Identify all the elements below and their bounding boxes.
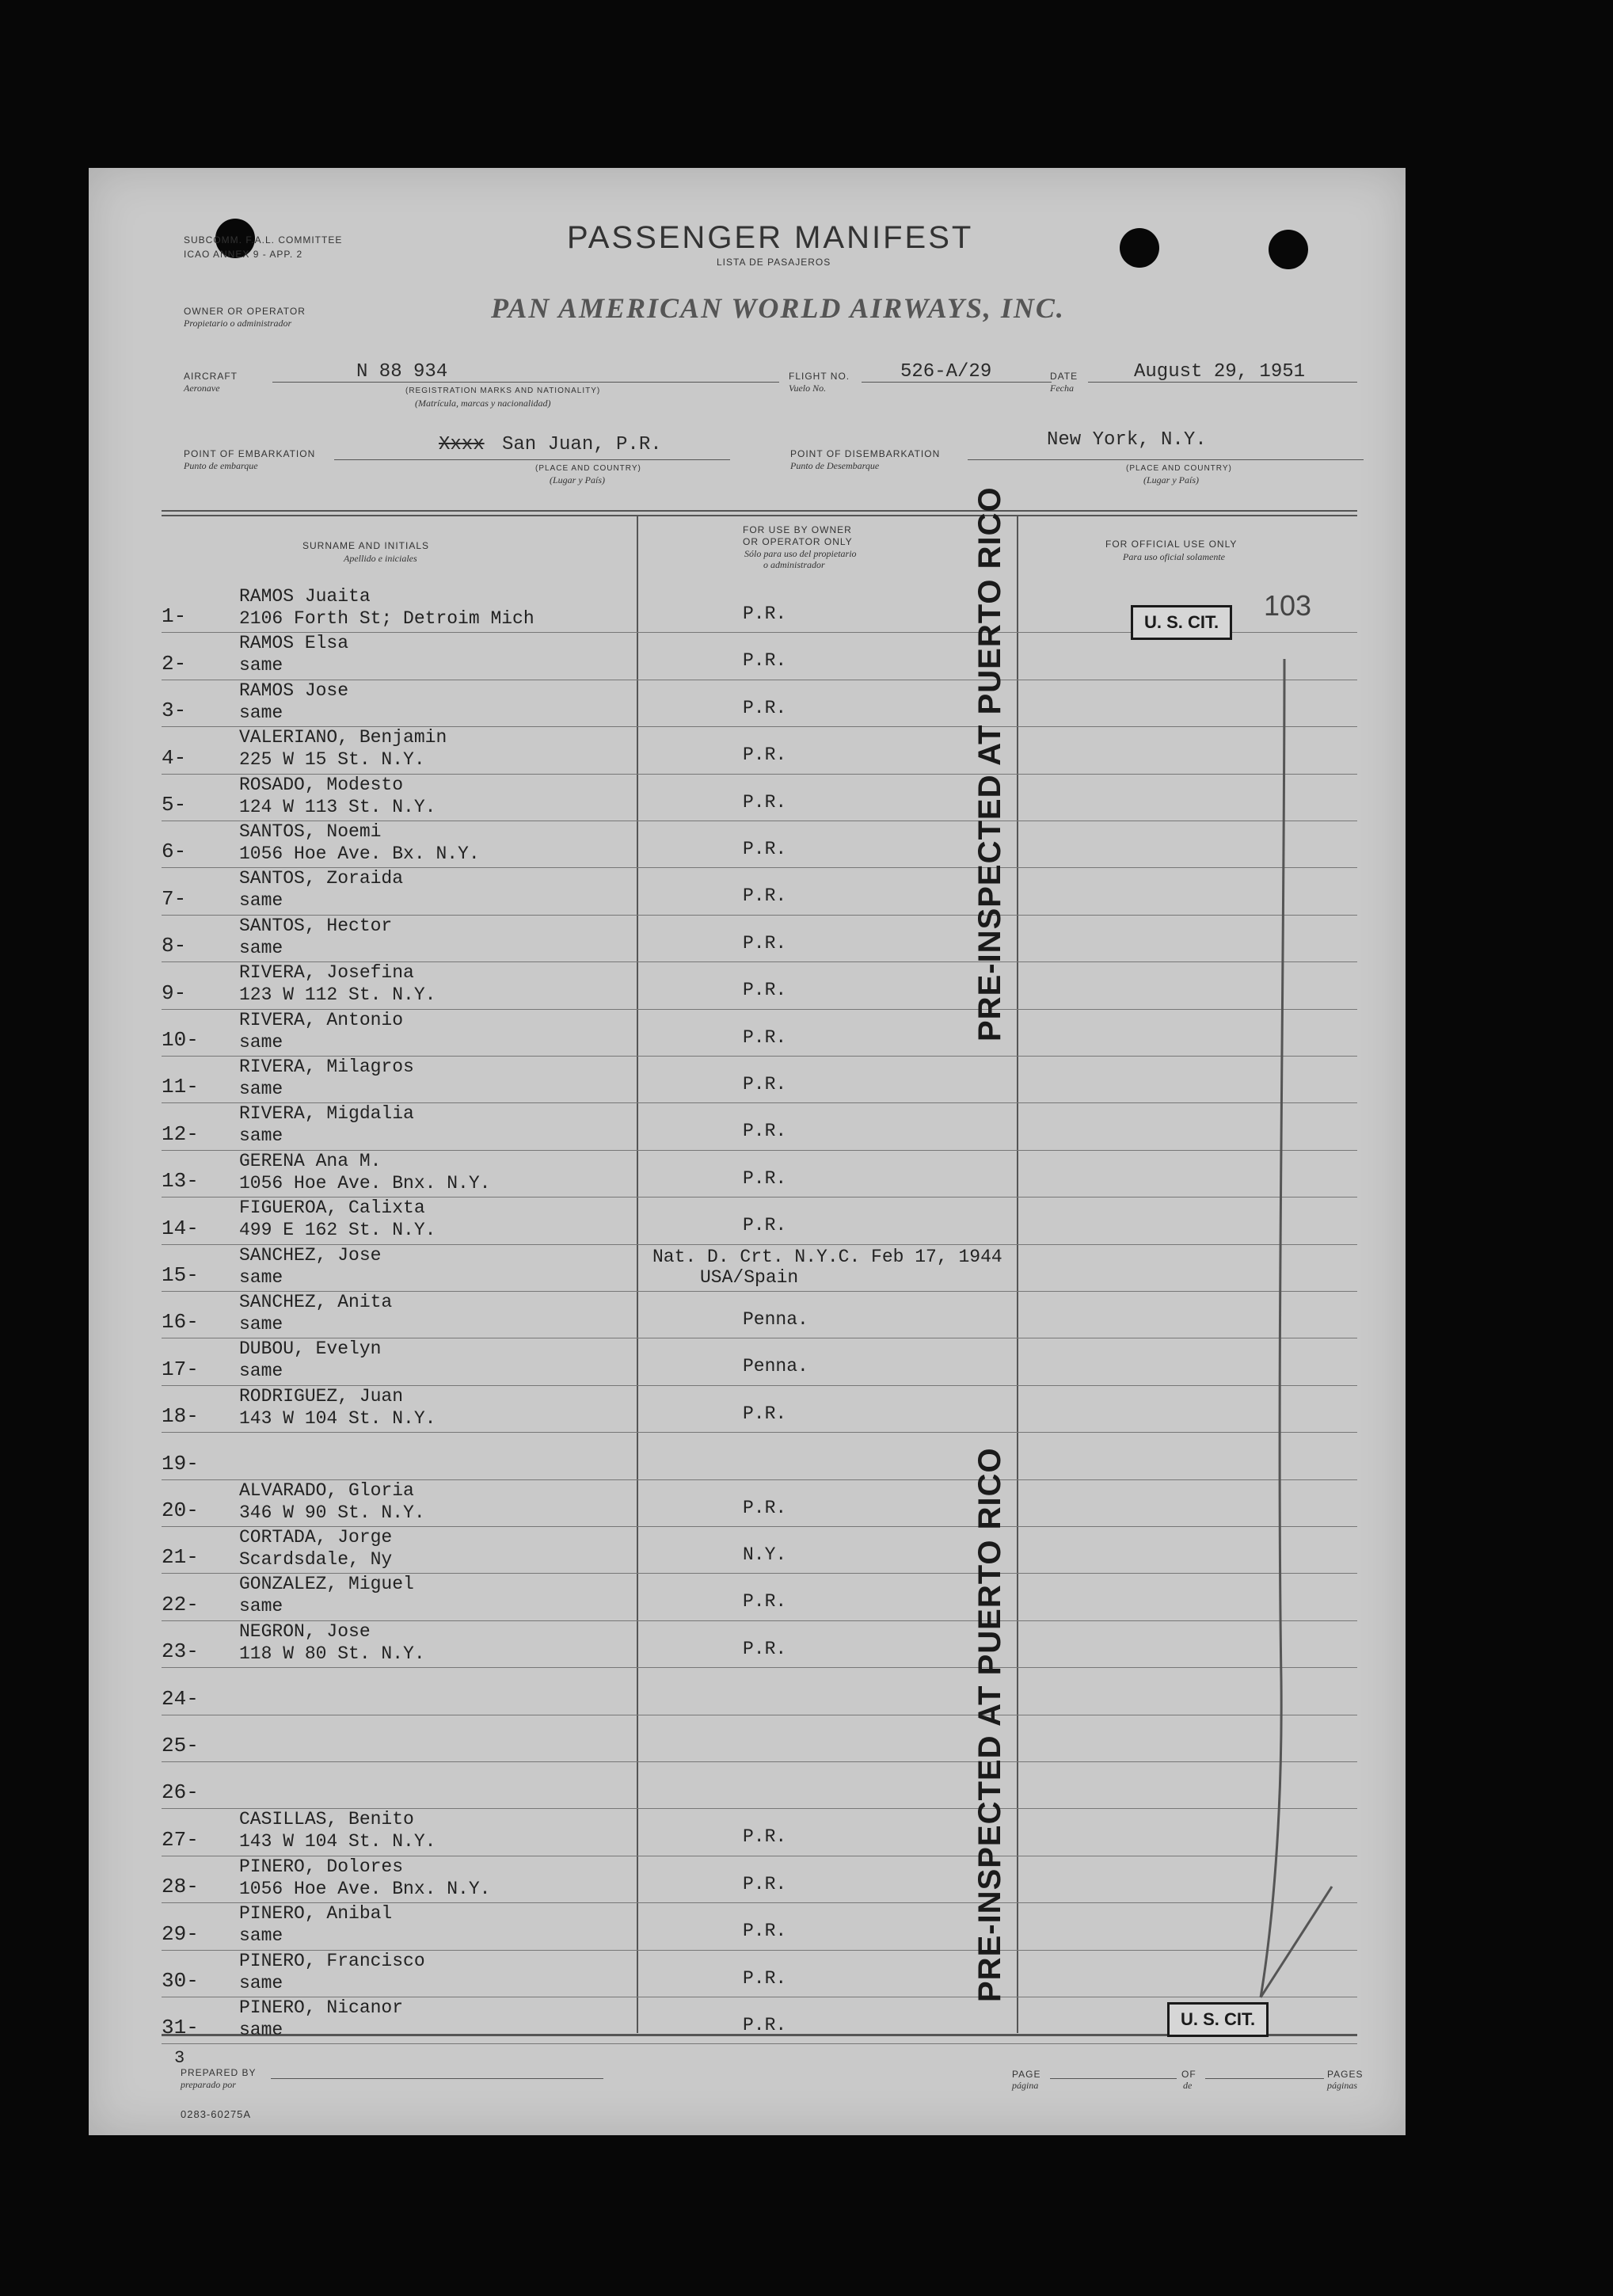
row-number: 12- — [162, 1121, 199, 1146]
passenger-address: same — [239, 2020, 283, 2040]
aircraft-label-es: Aeronave — [184, 383, 220, 394]
row-number: 28- — [162, 1875, 199, 1899]
passenger-address: 1056 Hoe Ave. Bnx. N.Y. — [239, 1878, 491, 1899]
registration-note: (REGISTRATION MARKS AND NATIONALITY) — [405, 386, 601, 395]
of-label-es: de — [1183, 2080, 1193, 2091]
passenger-name: GERENA Ana M. — [239, 1150, 382, 1171]
form-number: 0283-60275A — [181, 2108, 252, 2120]
passenger-name: ALVARADO, Gloria — [239, 1479, 414, 1501]
passenger-name: RAMOS Juaita — [239, 586, 371, 607]
passenger-address: same — [239, 655, 283, 676]
passenger-address: 1056 Hoe Ave. Bx. N.Y. — [239, 843, 480, 864]
operator-note: P.R. — [743, 1921, 787, 1942]
passenger-name: SANTOS, Noemi — [239, 821, 382, 842]
passenger-name: RODRIGUEZ, Juan — [239, 1385, 404, 1407]
manifest-sheet — [89, 168, 1406, 2135]
operator-note: P.R. — [743, 791, 787, 813]
row-number: 26- — [162, 1780, 199, 1805]
passenger-address: 118 W 80 St. N.Y. — [239, 1643, 425, 1664]
row-number: 24- — [162, 1686, 199, 1711]
col-operator-header-es-a: Sólo para uso del propietario — [744, 548, 857, 559]
row-number: 2- — [162, 651, 187, 676]
operator-note: P.R. — [743, 650, 787, 672]
row-number: 14- — [162, 1216, 199, 1240]
operator-note: P.R. — [743, 2015, 787, 2035]
row-number: 1- — [162, 604, 187, 629]
passenger-address: same — [239, 1972, 283, 1993]
row-number: 10- — [162, 1027, 199, 1052]
row-number: 17- — [162, 1357, 199, 1381]
operator-note: P.R. — [743, 1026, 787, 1048]
row-number: 3- — [162, 699, 187, 723]
passenger-name: GONZALEZ, Miguel — [239, 1574, 414, 1595]
operator-note: P.R. — [743, 697, 787, 718]
operator-note: P.R. — [743, 604, 787, 624]
prepared-label-es: preparado por — [181, 2079, 236, 2090]
col-operator-header-a: FOR USE BY OWNER — [743, 524, 852, 535]
passenger-name: PINERO, Anibal — [239, 1903, 393, 1925]
operator-note: N.Y. — [743, 1544, 787, 1565]
passenger-address: same — [239, 1266, 283, 1288]
flight-label-es: Vuelo No. — [789, 383, 827, 394]
row-number: 13- — [162, 1169, 199, 1194]
passenger-name: SANTOS, Zoraida — [239, 868, 404, 889]
row-number: 27- — [162, 1827, 199, 1852]
place-note-2: (PLACE AND COUNTRY) — [1126, 464, 1232, 473]
operator-name: PAN AMERICAN WORLD AIRWAYS, INC. — [491, 292, 1065, 324]
passenger-address: same — [239, 1361, 283, 1382]
row-number: 15- — [162, 1262, 199, 1287]
page-label-es: página — [1012, 2080, 1039, 2091]
row-number: 19- — [162, 1451, 199, 1475]
form-reference-top: SUBCOMM. F.A.L. COMMITTEE — [184, 234, 343, 246]
passenger-address: 123 W 112 St. N.Y. — [239, 984, 436, 1006]
passenger-name: PINERO, Nicanor — [239, 1997, 404, 2018]
operator-note: P.R. — [743, 1967, 787, 1989]
passenger-name: SANCHEZ, Anita — [239, 1292, 393, 1312]
row-number: 8- — [162, 934, 187, 958]
passenger-name: VALERIANO, Benjamin — [239, 727, 447, 748]
pages-label-es: páginas — [1327, 2080, 1358, 2091]
passenger-address: same — [239, 890, 283, 912]
operator-note: P.R. — [743, 1638, 787, 1659]
operator-note: P.R. — [743, 839, 787, 859]
prepared-label: PREPARED BY — [181, 2067, 257, 2078]
operator-note: P.R. — [743, 1497, 787, 1518]
passenger-address: 2106 Forth St; Detroim Mich — [239, 608, 534, 629]
pages-label: PAGES — [1327, 2069, 1364, 2080]
flight-value: 526-A/29 — [900, 361, 992, 383]
row-number: 9- — [162, 980, 187, 1005]
flight-label: FLIGHT NO. — [789, 371, 850, 382]
row-number: 30- — [162, 1968, 199, 1993]
operator-note: P.R. — [743, 932, 787, 954]
passenger-name: PINERO, Dolores — [239, 1856, 404, 1877]
passenger-address: same — [239, 1596, 283, 1617]
passenger-name: PINERO, Francisco — [239, 1950, 425, 1971]
operator-note: P.R. — [743, 1074, 787, 1095]
passenger-name: RAMOS Jose — [239, 680, 349, 701]
passenger-name: ROSADO, Modesto — [239, 774, 404, 795]
passenger-address: same — [239, 1031, 283, 1053]
passenger-address: 143 W 104 St. N.Y. — [239, 1407, 436, 1429]
passenger-address: same — [239, 1314, 283, 1335]
passenger-name: RIVERA, Milagros — [239, 1057, 414, 1077]
date-label-es: Fecha — [1050, 383, 1074, 394]
passenger-name: FIGUEROA, Calixta — [239, 1197, 425, 1219]
passenger-name: CORTADA, Jorge — [239, 1527, 393, 1548]
us-citizen-stamp-bottom: U. S. CIT. — [1167, 2002, 1269, 2037]
page-subtitle: LISTA DE PASAJEROS — [717, 257, 831, 268]
operator-note: P.R. — [743, 1215, 787, 1236]
col-official-header: FOR OFFICIAL USE ONLY — [1105, 539, 1238, 550]
operator-note: Penna. — [743, 1309, 808, 1330]
passenger-address: same — [239, 937, 283, 958]
passenger-address: same — [239, 702, 283, 723]
passenger-name: DUBOU, Evelyn — [239, 1338, 382, 1360]
preinspected-stamp-top: PRE-INSPECTED AT PUERTO RICO — [972, 486, 1007, 1041]
passenger-address: same — [239, 1925, 283, 1947]
passenger-name: RIVERA, Migdalia — [239, 1103, 414, 1125]
passenger-address: 346 W 90 St. N.Y. — [239, 1502, 425, 1523]
page-label: PAGE — [1012, 2069, 1041, 2080]
aircraft-value: N 88 934 — [356, 361, 448, 383]
passenger-count: 103 — [1264, 589, 1312, 622]
passenger-name: CASILLAS, Benito — [239, 1809, 414, 1830]
passenger-address: same — [239, 1125, 283, 1147]
passenger-address: same — [239, 1079, 283, 1099]
punch-hole — [1120, 228, 1159, 268]
row-number: 29- — [162, 1921, 199, 1946]
row-number: 20- — [162, 1498, 199, 1522]
passenger-address: 143 W 104 St. N.Y. — [239, 1831, 436, 1852]
embarkation-label: POINT OF EMBARKATION — [184, 448, 316, 459]
row-number: 25- — [162, 1733, 199, 1757]
col-operator-header-b: OR OPERATOR ONLY — [743, 536, 853, 547]
owner-label: OWNER OR OPERATOR — [184, 306, 306, 317]
preinspected-stamp-bottom: PRE-INSPECTED AT PUERTO RICO — [972, 1447, 1007, 2002]
row-number: 21- — [162, 1545, 199, 1570]
passenger-name: RAMOS Elsa — [239, 633, 349, 654]
operator-note: P.R. — [743, 1873, 787, 1894]
passenger-name: RIVERA, Josefina — [239, 962, 414, 984]
row-number: 31- — [162, 2016, 199, 2040]
operator-note-2: USA/Spain — [700, 1266, 799, 1288]
operator-note: P.R. — [743, 744, 787, 766]
form-reference-bottom: ICAO ANNEX 9 - APP. 2 — [184, 249, 303, 260]
of-label: OF — [1181, 2069, 1196, 2080]
aircraft-label: AIRCRAFT — [184, 371, 238, 382]
embarkation-struck: Xxxx — [439, 434, 485, 455]
col-surname-header-es: Apellido e iniciales — [344, 553, 417, 564]
us-citizen-stamp-top: U. S. CIT. — [1131, 605, 1232, 640]
row-number: 23- — [162, 1639, 199, 1664]
operator-note: P.R. — [743, 885, 787, 907]
operator-note: P.R. — [743, 1826, 787, 1848]
operator-note: P.R. — [743, 1121, 787, 1142]
embarkation-value: San Juan, P.R. — [502, 434, 662, 455]
disembarkation-label: POINT OF DISEMBARKATION — [790, 448, 941, 459]
passenger-address: 225 W 15 St. N.Y. — [239, 749, 425, 771]
col-surname-header: SURNAME AND INITIALS — [302, 540, 430, 551]
page-title: PASSENGER MANIFEST — [567, 220, 974, 255]
passenger-address: 499 E 162 St. N.Y. — [239, 1220, 436, 1241]
operator-note: P.R. — [743, 1167, 787, 1189]
passenger-address: 124 W 113 St. N.Y. — [239, 796, 436, 817]
place-note: (PLACE AND COUNTRY) — [535, 464, 641, 473]
operator-note: P.R. — [743, 1403, 787, 1424]
date-label: DATE — [1050, 371, 1079, 382]
pencil-mark — [1181, 651, 1371, 2013]
operator-note: Penna. — [743, 1356, 808, 1377]
col-official-header-es: Para uso oficial solamente — [1123, 551, 1225, 562]
date-value: August 29, 1951 — [1134, 361, 1306, 383]
passenger-address: Scardsdale, Ny — [239, 1549, 393, 1570]
passenger-name: SANCHEZ, Jose — [239, 1244, 382, 1266]
row-number: 4- — [162, 745, 187, 770]
disembarkation-label-es: Punto de Desembarque — [790, 460, 880, 471]
row-number: 7- — [162, 886, 187, 911]
passenger-name: NEGRON, Jose — [239, 1620, 371, 1642]
prepared-mark: 3 — [174, 2048, 185, 2068]
row-number: 18- — [162, 1404, 199, 1429]
punch-hole — [1269, 230, 1308, 269]
row-number: 16- — [162, 1310, 199, 1335]
place-note-2-es: (Lugar y País) — [1143, 474, 1199, 485]
registration-note-es: (Matrícula, marcas y nacionalidad) — [415, 398, 551, 409]
owner-label-es: Propietario o administrador — [184, 318, 292, 329]
row-number: 22- — [162, 1592, 199, 1616]
operator-note: P.R. — [743, 1591, 787, 1613]
row-number: 5- — [162, 792, 187, 817]
place-note-es: (Lugar y País) — [550, 474, 605, 485]
operator-note: P.R. — [743, 980, 787, 1001]
row-number: 6- — [162, 840, 187, 864]
passenger-name: RIVERA, Antonio — [239, 1009, 404, 1030]
passenger-address: 1056 Hoe Ave. Bnx. N.Y. — [239, 1172, 491, 1194]
embarkation-label-es: Punto de embarque — [184, 460, 258, 471]
row-number: 11- — [162, 1075, 199, 1099]
operator-note: Nat. D. Crt. N.Y.C. Feb 17, 1944 — [652, 1246, 1002, 1267]
disembarkation-value: New York, N.Y. — [1047, 429, 1207, 451]
col-operator-header-es-b: o administrador — [763, 559, 825, 570]
passenger-name: SANTOS, Hector — [239, 915, 393, 936]
